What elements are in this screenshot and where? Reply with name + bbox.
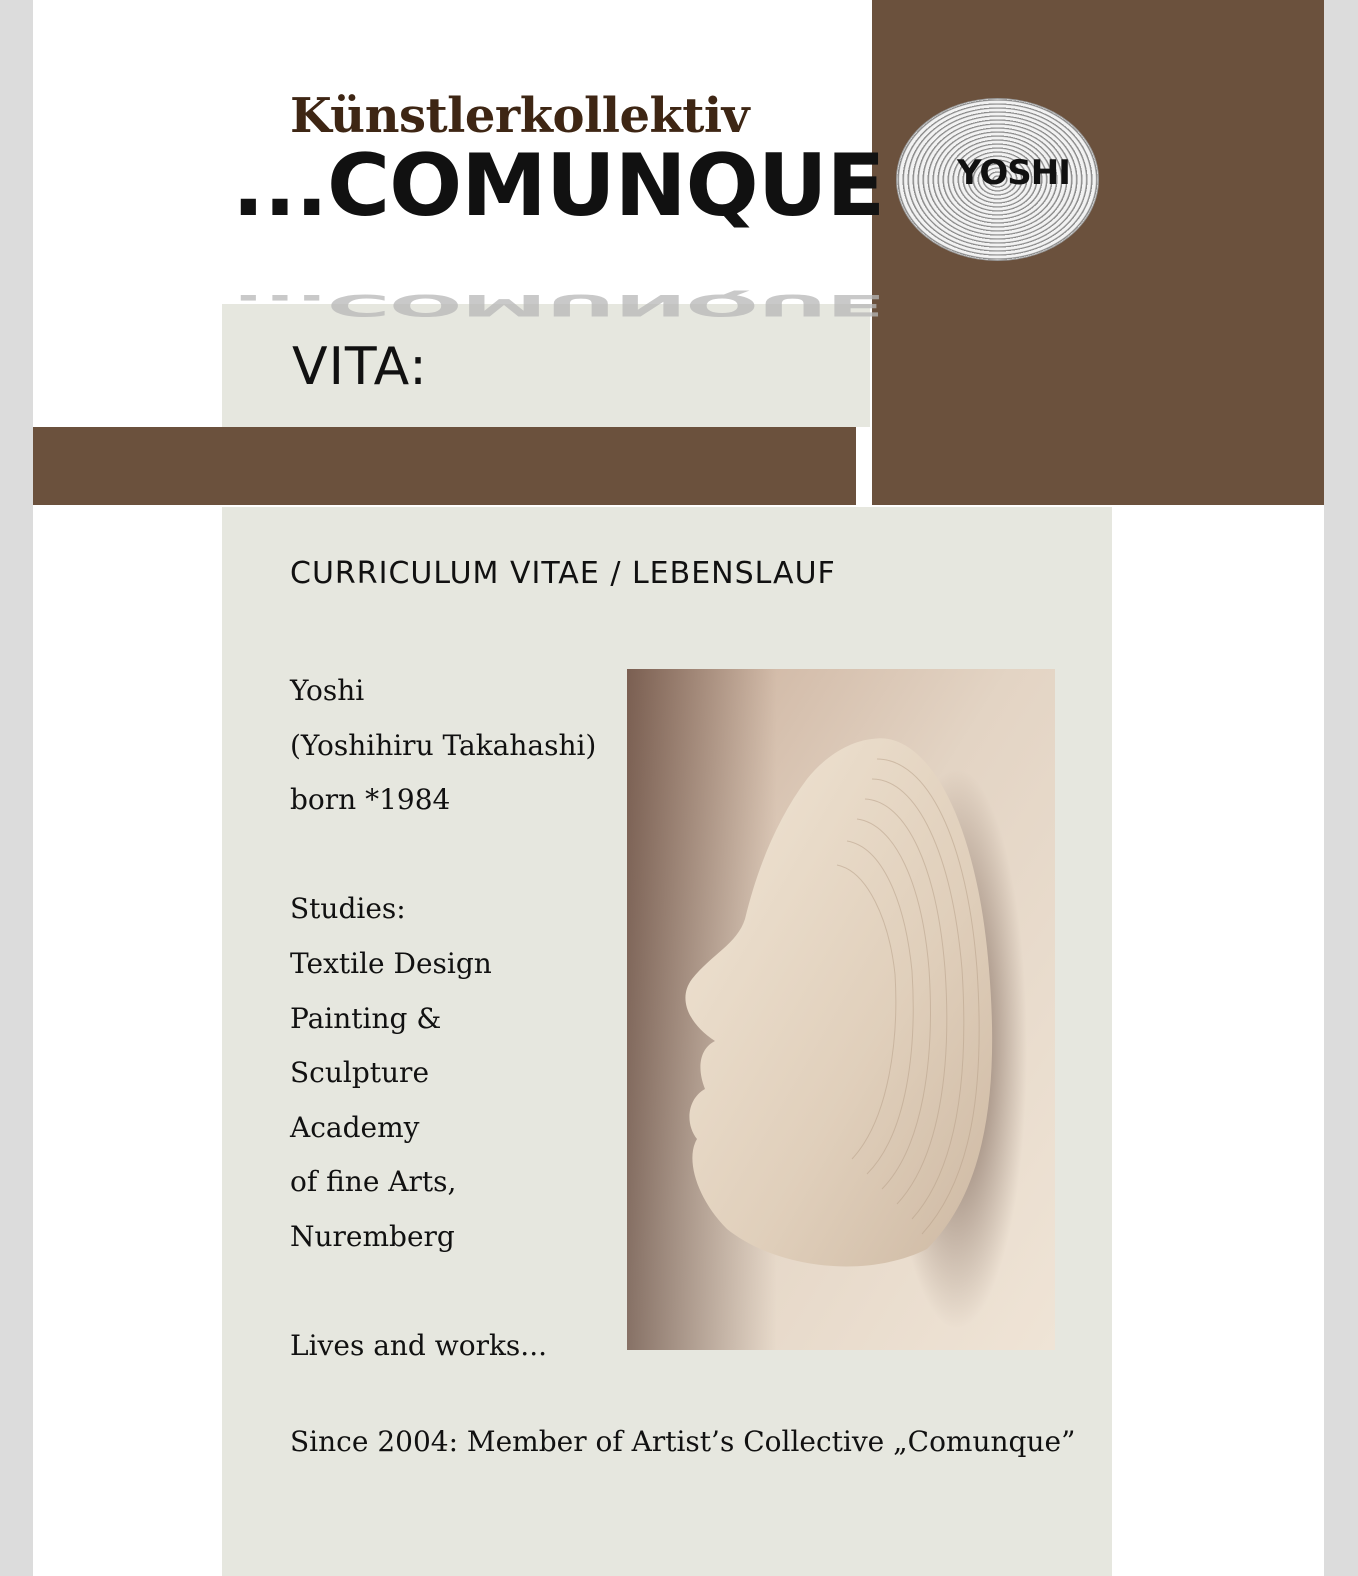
vita-line: Yoshi [290,674,365,707]
badge-label: YOSHI [957,153,1070,193]
vita-line: Studies: [290,892,406,926]
vita-details [290,664,596,1374]
vita-line [290,828,596,883]
logo-reflection: ...COMUNQUE [232,287,885,322]
sculpture-photo [627,669,1055,1350]
logo-subtitle: Künstlerkollektiv [290,88,750,144]
membership-line: Since 2004: Member of Artist’s Collective „Comunque” [290,1425,1076,1458]
vita-line: (Yoshihiru Takahashi) [290,728,597,762]
vita-line: Textile Design [290,946,492,980]
cv-heading: CURRICULUM VITAE / LEBENSLAUF [290,556,836,591]
vita-line: Academy [290,1110,420,1144]
logo-title: ...COMUNQUE [232,136,885,236]
vita-line: Sculpture [290,1056,430,1090]
brown-divider-bar [33,427,856,505]
header-brown-block [872,0,1324,505]
vita-line: born *1984 [290,783,451,817]
vita-line [290,1265,596,1320]
artist-name-badge [896,98,1099,261]
vita-line: Lives and works... [290,1329,548,1363]
vita-heading: VITA: [292,337,428,397]
vita-line: Nuremberg [290,1219,455,1253]
vita-line: of fine Arts, [290,1165,457,1199]
face-sculpture-image [627,669,1055,1350]
vita-line: Painting & [290,1001,442,1035]
